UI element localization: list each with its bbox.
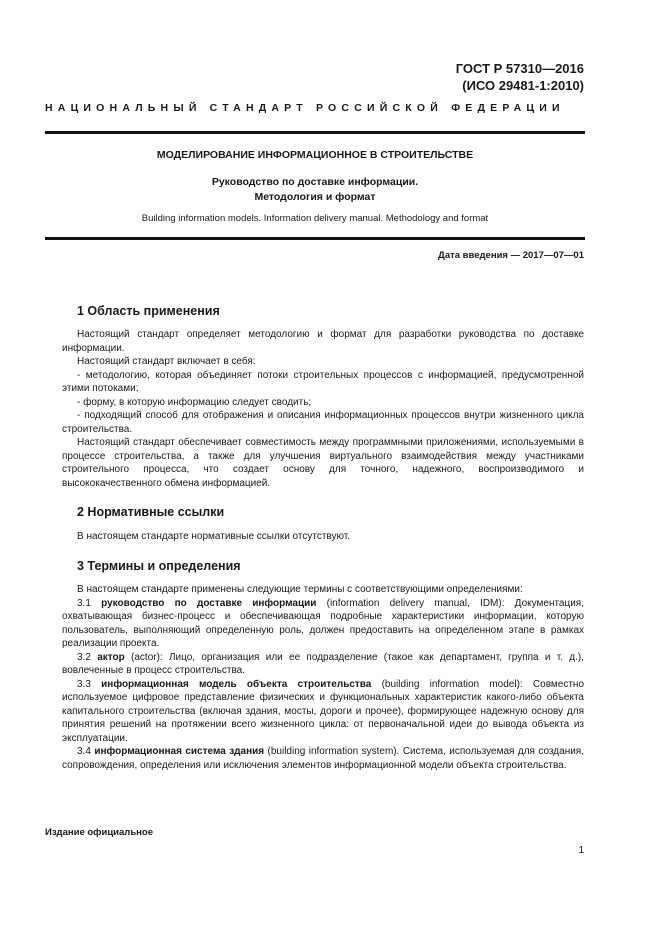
section-heading-scope: 1 Область применения — [77, 304, 220, 318]
paragraph: Настоящий стандарт включает в себя: — [77, 356, 256, 367]
term-number: 3.3 — [77, 678, 91, 690]
official-edition-label: Издание официальное — [45, 827, 153, 838]
list-item: - подходящий способ для отображения и описания информационных процессов внутри жизненного цикла строительства. — [62, 410, 584, 435]
term-definition — [62, 651, 584, 678]
term-definition — [62, 597, 584, 651]
term-text: (information delivery manual, IDM): Документация, охватывающая бизнес-процесс и обеспечивающая подробные характеристики информации, которую пользователь, выполняющий определенную роль, должен предоставить на определенном этапе в рамках реализации проекта. — [62, 597, 585, 649]
term-text: (building information model): Совместно используемое цифровое представление физических и функциональных характеристик какого-либо объекта капитального строительства (включая здания, мосты, дороги и прочее), формирующее надежную основу для принятия решений на протяжении всего жизненного цикла: от первоначальной идеи до вывода объекта из эксплуатации. — [62, 678, 584, 744]
term-name: руководство по доставке информации — [101, 597, 317, 609]
national-standard-banner: НАЦИОНАЛЬНЫЙ СТАНДАРТ РОССИЙСКОЙ ФЕДЕРАЦИИ — [45, 102, 565, 114]
document-title: МОДЕЛИРОВАНИЕ ИНФОРМАЦИОННОЕ В СТРОИТЕЛЬСТВЕ — [156, 149, 474, 161]
list-item: - форму, в которую информацию следует сводить; — [77, 396, 312, 408]
term-definition — [62, 678, 584, 746]
iso-code: (ИСО 29481-1:2010) — [462, 78, 584, 93]
term-definition — [62, 745, 584, 772]
document-designation — [456, 60, 584, 94]
term-number: 3.2 — [77, 651, 91, 663]
section-terms-body — [62, 583, 584, 772]
english-title: Building information models. Information delivery manual. Methodology and format — [141, 213, 489, 224]
subtitle-line-1: Руководство по доставке информации. — [211, 176, 419, 188]
section-references-body — [62, 530, 584, 544]
title-rule — [45, 237, 585, 240]
list-item: - методологию, которая объединяет потоки строительных процессов с информацией, предусмотренной этими потоками; — [62, 369, 584, 394]
term-text: (building information system). Система, используемая для создания, сопровождения, определения или исключения элементов информационной модели объекта строительства. — [62, 746, 584, 771]
paragraph: Настоящий стандарт определяет методологию и формат для разработки руководства по доставке информации. — [62, 329, 584, 354]
paragraph: Настоящий стандарт обеспечивает совместимость между программными приложениями, используемыми в процессе строительства, а также для улучшения виртуального взаимодействия между участниками строительного процесса, что создает основу для точного, надежного, воспроизводимого и высококачественного обмена информацией. — [62, 437, 584, 489]
page-number: 1 — [578, 845, 584, 856]
term-text: (actor): Лицо, организация или ее подразделение (такое как департамент, группа и т. д.), вовлеченные в процесс строительства. — [62, 651, 584, 676]
term-number: 3.1 — [77, 597, 91, 609]
document-subtitle — [45, 175, 585, 205]
header-rule — [45, 131, 585, 134]
term-name: актор — [97, 651, 125, 663]
section-scope-body — [62, 328, 584, 490]
paragraph: В настоящем стандарте нормативные ссылки отсутствуют. — [77, 531, 351, 542]
subtitle-line-2: Методология и формат — [254, 191, 376, 203]
paragraph: В настоящем стандарте применены следующие термины с соответствующими определениями: — [77, 584, 523, 595]
term-name: информационная модель объекта строительства — [101, 678, 372, 690]
introduction-date: Дата введения — 2017—07—01 — [438, 250, 584, 261]
term-name: информационная система здания — [94, 746, 265, 757]
section-heading-terms: 3 Термины и определения — [77, 559, 241, 573]
section-heading-normative-references: 2 Нормативные ссылки — [77, 505, 225, 519]
gost-code: ГОСТ Р 57310—2016 — [455, 61, 584, 76]
term-number: 3.4 — [77, 746, 91, 757]
